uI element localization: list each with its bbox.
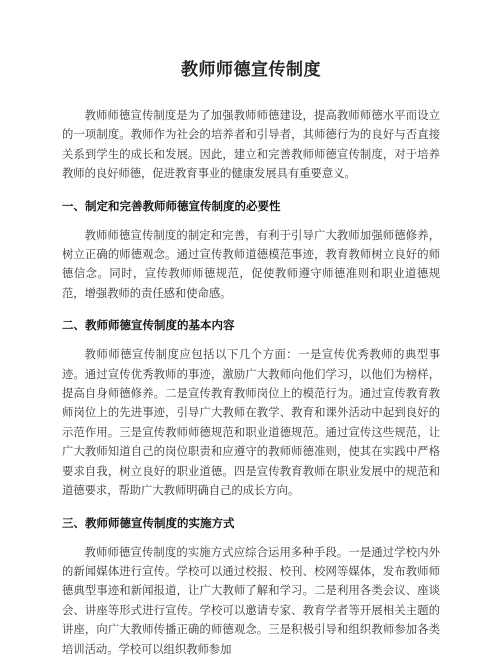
section-3-heading: 三、教师师德宣传制度的实施方式 (62, 515, 235, 530)
section-1-heading: 一、制定和完善教师师德宣传制度的必要性 (62, 198, 281, 213)
section-2-paragraph: 教师师德宣传制度应包括以下几个方面：一是宣传优秀教师的典型事迹。通过宣传优秀教师的事迹，激励广大教师向他们学习，以他们为榜样，提高自身师德修养。二是宣传教育教师岗位上的模范行为。通过宣传教育教师岗位上的先进事迹，引导广大教师在教学、教育和课外活动中起到良好的示范作用。三是宣传教师师德规范和职业道德规范。通过宣传这些规范，让广大教师知道自己的岗位职责和应遵守的教师师德准则，使其在实践中严格要求自我，树立良好的职业道德。四是宣传教育教师在职业发展中的规范和道德要求，帮助广大教师明确自己的成长方向。 (62, 348, 440, 498)
section-2-heading: 二、教师师德宣传制度的基本内容 (62, 318, 235, 333)
document-title: 教师师德宣传制度 (181, 60, 321, 80)
section-1-paragraph: 教师师德宣传制度的制定和完善，有利于引导广大教师加强师德修养，树立正确的师德观念。通过宣传教师道德模范事迹，教育教师树立良好的师德信念。同时，宣传教师师德规范，促使教师遵守师德准则和职业道德规范，增强教师的责任感和使命感。 (62, 228, 440, 300)
section-3-paragraph: 教师师德宣传制度的实施方式应综合运用多种手段。一是通过学校内外的新闻媒体进行宣传。学校可以通过校报、校刊、校网等媒体，发布教师师德典型事迹和新闻报道，让广大教师了解和学习。二是利用各类会议、座谈会、讲座等形式进行宣传。学校可以邀请专家、教育学者等开展相关主题的讲座，向广大教师传播正确的师德观念。三是积极引导和组织教师参加各类培训活动。学校可以组织教师参加 (62, 545, 440, 656)
intro-paragraph: 教师师德宣传制度是为了加强教师师德建设，提高教师师德水平而设立的一项制度。教师作为社会的培养者和引导者，其师德行为的良好与否直接关系到学生的成长和发展。因此，建立和完善教师师德宣传制度，对于培养教师的良好师德，促进教育事业的健康发展具有重要意义。 (62, 109, 440, 181)
